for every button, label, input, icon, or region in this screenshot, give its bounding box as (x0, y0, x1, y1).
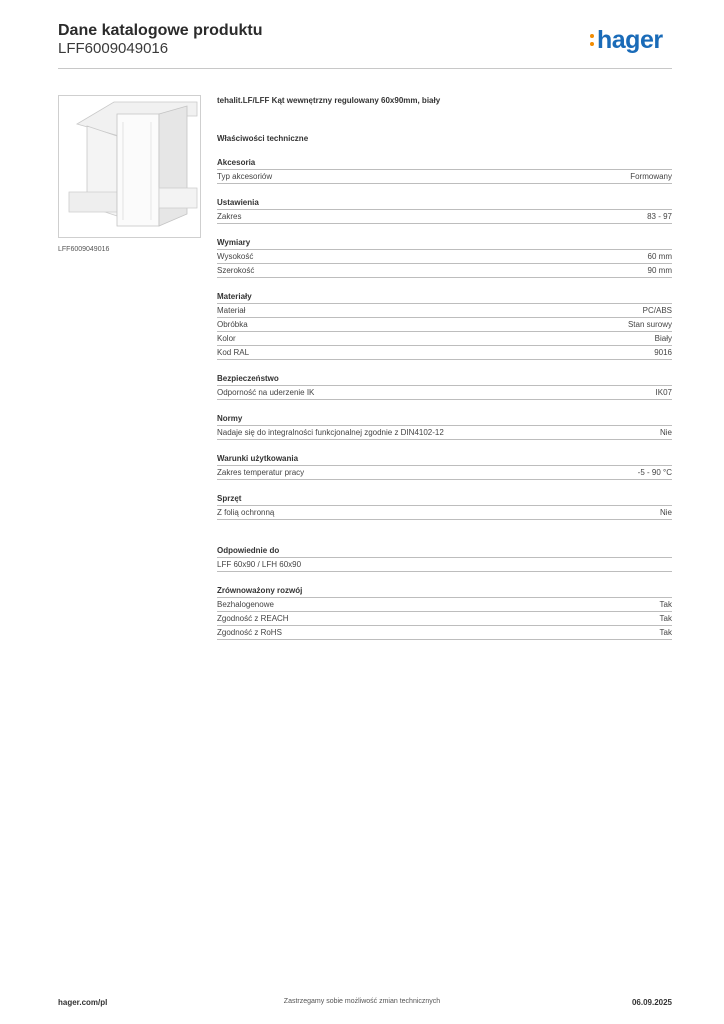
property-label: Zgodność z REACH (217, 614, 289, 623)
property-row (217, 612, 672, 626)
property-row (217, 304, 672, 318)
property-label: Materiał (217, 306, 246, 315)
suitable-rows (217, 558, 672, 572)
group-title: Akcesoria (217, 156, 672, 170)
property-label: Kod RAL (217, 348, 250, 357)
property-value: Biały (654, 334, 672, 343)
property-row (217, 318, 672, 332)
properties-title: Właściwości techniczne (217, 134, 309, 143)
property-value: IK07 (655, 388, 672, 397)
property-row (217, 506, 672, 520)
image-caption: LFF6009049016 (58, 246, 110, 253)
property-value: 60 mm (647, 252, 672, 261)
property-value: Nie (659, 508, 672, 517)
property-label: Zakres temperatur pracy (217, 468, 305, 477)
property-row (217, 626, 672, 640)
group-title: Warunki użytkowania (217, 452, 672, 466)
properties-groups (217, 156, 672, 520)
property-label: Zgodność z RoHS (217, 628, 282, 637)
header-divider (58, 68, 672, 69)
group-title: Odpowiednie do (217, 544, 672, 558)
property-value: 9016 (654, 348, 672, 357)
property-group (217, 412, 672, 440)
property-label: Kolor (217, 334, 236, 343)
property-value: Formowany (630, 172, 672, 181)
property-label: Typ akcesoriów (217, 172, 273, 181)
property-row (217, 466, 672, 480)
property-value: 83 - 97 (647, 212, 672, 221)
property-row (217, 170, 672, 184)
main-content (217, 96, 672, 640)
property-label: Wysokość (217, 252, 254, 261)
sustainability-rows (217, 598, 672, 640)
product-code: LFF6009049016 (58, 40, 169, 57)
property-value: Tak (659, 628, 672, 637)
property-group (217, 452, 672, 480)
group-title: Bezpieczeństwo (217, 372, 672, 386)
property-row (217, 598, 672, 612)
property-group (217, 372, 672, 400)
property-value: 90 mm (647, 266, 672, 275)
sustainability-group (217, 584, 672, 640)
footer-disclaimer: Zastrzegamy sobie możliwość zmian technicznych (283, 998, 441, 1005)
property-value: Tak (659, 614, 672, 623)
property-label: Obróbka (217, 320, 248, 329)
property-label: Nadaje się do integralności funkcjonalnej zgodnie z DIN4102-12 (217, 428, 444, 437)
property-label: Szerokość (217, 266, 255, 275)
product-description: tehalit.LF/LFF Kąt wewnętrzny regulowany 60x90mm, biały (217, 96, 441, 105)
property-row (217, 264, 672, 278)
property-label: Zakres (217, 212, 242, 221)
property-value: Stan surowy (627, 320, 672, 329)
property-row (217, 250, 672, 264)
property-value: PC/ABS (642, 306, 672, 315)
property-row (217, 426, 672, 440)
group-title: Wymiary (217, 236, 672, 250)
group-title: Sprzęt (217, 492, 672, 506)
property-value: Nie (659, 428, 672, 437)
property-group (217, 236, 672, 278)
property-label: Z folią ochronną (217, 508, 275, 517)
property-group (217, 156, 672, 184)
property-label: LFF 60x90 / LFH 60x90 (217, 560, 302, 569)
property-row (217, 332, 672, 346)
property-group (217, 196, 672, 224)
property-group (217, 290, 672, 360)
group-title: Ustawienia (217, 196, 672, 210)
property-group (217, 492, 672, 520)
cable-duct-inner-corner-icon (59, 96, 200, 237)
product-image (58, 95, 201, 238)
hager-logo-text: hager (597, 26, 663, 54)
footer-date: 06.09.2025 (631, 998, 672, 1007)
suitable-group (217, 544, 672, 572)
group-title: Normy (217, 412, 672, 426)
property-value: -5 - 90 °C (637, 468, 672, 477)
property-row (217, 210, 672, 224)
property-label: Bezhalogenowe (217, 600, 274, 609)
property-row (217, 558, 672, 572)
group-title: Zrównoważony rozwój (217, 584, 672, 598)
group-title: Materiały (217, 290, 672, 304)
page-title: Dane katalogowe produktu (58, 22, 263, 39)
footer-website: hager.com/pl (58, 998, 108, 1007)
hager-logo (590, 26, 663, 55)
property-label: Odporność na uderzenie IK (217, 388, 315, 397)
property-row (217, 386, 672, 400)
property-row (217, 346, 672, 360)
property-value: Tak (659, 600, 672, 609)
